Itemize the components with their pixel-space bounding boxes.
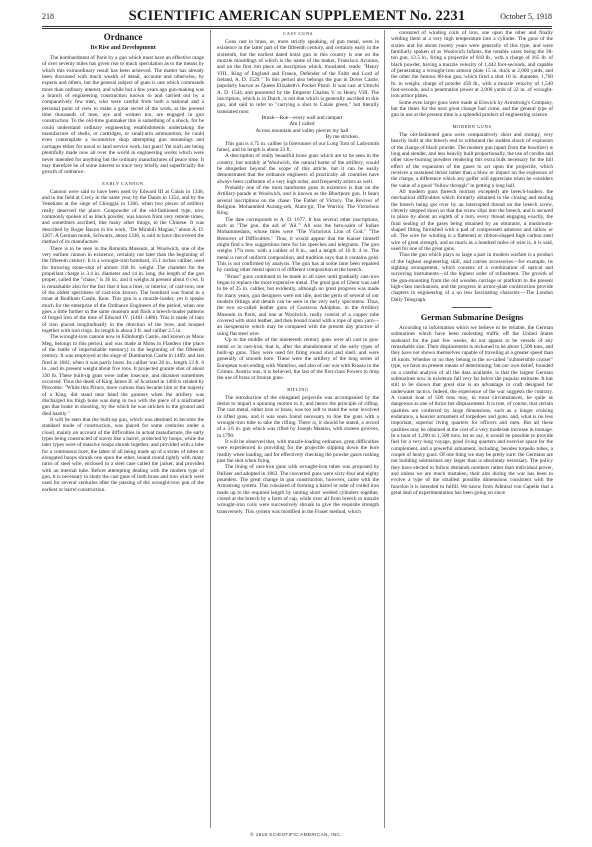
paragraph: The old-fashioned guns were comparatively short and stumpy, very heavily built at the breech end to withstand the sudden shock of explosion of the charge of black powder. The modern gun (apart from the howitzer) is long and slender, and less heavily built proportionally, the use of cordite and other slow-burning powders rendering this extra bulk necessary for the full effect of the expansion of the gases to act upon the projectile, which receives a sustained thrust rather than a blow or impact on the explosion of the charge, a difference which any golfer will appreciate when he considers the value of a good "follow through" in getting a long ball. <box>391 131 553 189</box>
column-2 <box>210 30 379 828</box>
section-heading-rifling: RIFLING <box>287 386 309 392</box>
paragraph: There is to be seen in the Rotunda Museum, at Woolwich, one of the very earliest cannon in existence, certainly not later than the beginning of the fifteenth century. It is a wrought-iron bombard, 15.1 inches caliber, used for throwing stone-shot of almost 160 lb. weight. The chamber for the propellant charge is 3.4 in. diameter and 14 in. long, the length of the gun proper, called the "chase," is 36 in., and it weighs at present about 6 cwt. It is remarkable also for the fact that it has a liner, or interior, of cast-iron, one of the oldest specimens of cast-iron known. The bombard was found in a moat at Bodiham Castle, Kent. This gun is a muzzle-loader, yet it speaks much for the enterprise of the Ordnance Engineers of the period, when one goes a little further in the same museum and finds a breech-loader patterns of forged iron of the time of Edward IV. (1461-1480). This is made of bars of iron placed longitudinally in the direction of the bore, and hooped together with iron rings. Its length is about 3 ft. and caliber 2.5 in. <box>42 245 204 335</box>
paragraph: Guns cast in brass, or, more strictly speaking, of gun metal, were in existence in the latter part of the fifteenth century, and certainly early in the sixteenth, but the earliest dated brass gun in this country is one on the muzzle mouldings of which is the name of the maker, Francisco Arcanus, and on the first rim piece an inscription which, translated, reads: "Henry VIII., King of England and France, Defender of the Faith and Lord of Ireland, A. D. 1529." To this period also belongs the gun in Dover Castle, popularly known as Queen Elizabeth's Pocket Pistol. It was cast at Utrecht A. D. 1544, and presented by the Emperor Charles V. to Henry VIII. The inscription, which is in Dutch, is not that which is generally ascribed to this gun, and said to refer to "carrying a shot to Calais green," but literally translated runs: <box>217 39 379 115</box>
page-number: 218 <box>42 12 54 21</box>
paragraph: The lining of cast-iron guns with wrought-iron tubes was proposed by Palliser and adopted in 1863. The converted guns were sixty-four and eighty pounders. The great change in gun construction, however, came with the Armstrong system. This consisted of forming a barrel or tube of coiled iron made up to the required length by uniting short welded cylinders together, closed at the breech by a form of cap, while over all from breech to muzzle wrought-iron coils were successively shrunk to give the requisite strength transversely. This system was modified in the Fraser method, which <box>217 464 379 515</box>
paragraph: According to information which we believe to be reliable, the German submarines which have been molesting traffic off the United States seaboard for the past few weeks, do not appear to be vessels of any remarkable size. Their displacement is reckoned to be about 1,500 tons, and they have not shown themselves capable of traveling at a greater speed than 18 knots. Whether or no they belong to the so-called "submersible cruiser" type, we have no present means of determining; but our own belief, founded on a careful analysis of all the data available, is that the largest German submarines now in existence fall very far below the popular estimate. It has still to be shown that great size is an advantage in craft designed for underwater tactics. Indeed, the experience of the war suggests the contrary. A coastal boat of 500 tons may, in most circumstances, be quite as dangerous as one of thrice her displacement. It is true, of course, that certain qualities are conferred by large dimensions, such as a longer cruising endurance, a heavier armament of torpedoes and guns, and, what is no less important, superior living quarters for officers and men. But all these qualities may be obtained at the cost of a very moderate increase in tonnage. In a boat of 1,200 to 1,500 tons, let us say, it would be possible to provide fuel for a very long voyage, good living quarters and exercise space for the complement, and a powerful armament, including, besides torpedo tubes, a couple of heavy guns. Of one thing we may be pretty sure: the Germans are not building submarines any larger than is absolutely necessary. The policy they have elected to follow demands numbers rather than individual power, and unless we are much mistaken, their aim during the war has been to evolve a type of the smallest possible dimensions consistent with the function it is intended to fulfill. We know from Admiral von Capelle that a great deal of experimentation has been going on since <box>391 325 553 497</box>
paragraph: Some even larger guns were made at Elswick by Armstrong's Company, but the times for the next great change had come, and the general type of gun in use at the present time is a splendid product of engineering science. <box>391 99 553 119</box>
paragraph: The introduction of the elongated projectile was accompanied by the desire to impart a spinning motion to it, and hence the principle of rifling. The cast metal, either iron or brass, was too soft to stand the wear involved in rifled guns, and it was soon found necessary to line the guns with a wrought-iron tube to take the rifling. There is, it should be stated, a record of a 3.6 in. gun which was rifled by Joseph Manton, with sixteen grooves, in 1790. <box>217 394 379 439</box>
paragraph: "Brass" guns continued to be made in all sizes until gradually cast-iron began to replace the more expensive metal. The great gun of Ghent was said to be of 25 in. caliber, but evidently, although no great progress was made for many years, gun designers were not idle, and the germ of several of our modern fittings and details can be seen in the very early specimens. Thus, the two so-called leather guns of Gustavus Adolphus, in the Artillery Museum in Paris, and one at Woolwich, really consist of a copper tube covered with stout leather, and then bound round with a rope of spun yarn—an inexpensive which may be compared with the present day practice of using flat steel wire. <box>217 273 379 337</box>
paragraph: This gun is 4.75 in. caliber (a forerunner of our Long Tom of Ladysmith fame), and its length is about 23 ft. <box>217 140 379 153</box>
copyright-footer: © 1918 SCIENTIFIC AMERICAN, INC. <box>250 833 342 838</box>
column-3 <box>384 30 553 828</box>
paragraph: Up to the middle of the nineteenth century guns were all cast in gun-metal or in cast-iron, that is, after the abandonment of the early types of built-up guns. They were used for firing round shot and shell, and were generally of smooth bore. These were the artillery of the long series of European wars ending with Waterloo, and also of our war with Russia in the Crimea. Austria was, it is believed, the last of the first-class Powers to drop the use of brass or bronze guns. <box>217 337 379 382</box>
paragraph: consisted of winding coils of iron, one upon the other and finally welding them at a very high temperature into a cylinder. The guns of the sixties and for about twenty years were generally of this type, and were familiarly spoken of as Woolwich Infants, the notable cases being the 38-ton gun, 12.5 in., firing a projectile of 818 lb., with a charge of 165 lb. of black powder, having a muzzle velocity of 1,442 foot-seconds, and capable of penetrating a wrought-iron armour plate 15 in. thick at 2,000 yards, and the other the famous 80-ton gun, which fired a shot 16 in. diameter, 1,700 lb. in weight, charge of powder 450 lb., with a muzzle velocity of 1,540 foot-seconds, and a penetration power at 2,000 yards of 22 in. of wrought-iron armor plates. <box>391 30 553 100</box>
section-heading-cast-guns: CAST GUNS <box>283 31 313 36</box>
article-columns <box>42 30 552 828</box>
header-rule <box>42 26 552 27</box>
column-1 <box>42 30 204 828</box>
verse-line: Across mountain and valley pierces my ball <box>255 127 349 134</box>
page-header <box>42 8 552 26</box>
header-rule-thin <box>42 28 552 29</box>
article-end-rule <box>452 307 492 308</box>
verse-line: By me stricken. <box>325 134 359 141</box>
paragraph: All modern guns (breech mortars excepted) are breech-loaders, the mechanical difficulties which formerly obtained in the closing and sealing the breech being got over by an interrupted thread on the breech screw, cleverly stepped down so that the screw slips into the breech, and is secured in place by about an eighth of a turn, every thread engaging exactly, the final sealing of the gases being obtained by an obturator, a mushroom-shaped fitting furnished with a pad of compressed asbestos and tallow or oil. The wire for winding is a flattened or ribbon-shaped high carbon steel wire of great strength, and as much as a hundred miles of wire is, it is said, used for one of the great guns. <box>391 188 553 252</box>
paragraph: Probably one of the most handsome guns in existence is that on the Artillery-parade at Woolwich, and is known as the Bhurtpore gun. It bears several inscriptions on the chase: The Father of Victory. The Reviver of Religion. Mohammed Aurang-zeb, Alam-gir, The Warrior, The Victorious King. <box>217 184 379 217</box>
verse-line: Am I called <box>289 121 315 128</box>
section-heading-early-cannon: EARLY CANNON <box>102 180 144 186</box>
publication-title: SCIENTIFIC AMERICAN SUPPLEMENT No. 2231 <box>128 8 466 24</box>
paragraph: The date corresponds to A. D. 1677. It has several other inscriptions, such as "The gun, the aid of 'Ali.'" Ali was the hero-saint of Indian Mohammedans, whose titles were "The Victorious Lion of God," "The Remover of Difficulties." Thus, it would appear that the Kaiser himself might find a few suggestions here for his speeches and telegrams. The gun weighs 17¼ tons, with a caliber of 8 in., and a length of 16 ft. 4 in. The metal is not of uniform composition, and tradition says that it contains gold. This is not confirmed by analysis. The gun has at some time been repaired by casting other metal upon it of different composition at the breech. <box>217 216 379 274</box>
verse-line: Break—Rue—every wall and rampart <box>261 115 343 122</box>
paragraph: The wrought-iron cannon now in Edinburgh Castle, and known as Mons Meg, belongs to this period, and was made at Mons in Flanders (the place of the battle of imperishable memory) in the beginning of the fifteenth century. It was employed at the siege of Dumbarton Castle in 1489, and last fired in 1682, when it was partly burst. Its caliber was 20 in., length 13 ft. 6 in., and its present weight about five tons. It projected granite shot of about 330 lb. These built-up guns were rather insecure, and disasters sometimes occurred. Thus the death of King James II. of Scotland in 1460 is related by Pitscottie: "While this Prince, more curious than became him or the majesty of a King, did stand near hand the gunners when the artillery was discharged his thigh bone was dung in two with the piece of a misframed gun that brake in shooting, by the which he was stricken to the ground and died hastily." <box>42 334 204 417</box>
paragraph: A description of really beautiful brass guns which are to be seen in the country, but notably at Woolwich, the natural home of the artillery, would be altogether beyond the scope of this article, but it can be easily demonstrated that the ordnance engineers of practically all countries have always been craftsmen of a very high order, and frequently artists as well. <box>217 153 379 185</box>
paragraph: Thus the gun which plays so large a part in modern warfare is a product of the highest engineering skill, and carries accessories—for example, its sighting arrangement, which consists of a combination of optical and surveying instruments—of the highest order of refinement. The growth of the gun-mounting from the old wooden carriage or platform to the present high-class mechanism, and the progress in armor-plate construction provide chapters in engineering of a no less fascinating character.—The London Daily Telegraph. <box>391 252 553 303</box>
paragraph: The bombardment of Paris by a gun which must have an effective range of over seventy miles has given rise to much speculation as to the means by which this extraordinary result has been achieved. The matter has already been discussed with much wealth of detail, accurate and otherwise, by experts and others, but the general subject of guns is one which commands more than ordinary interest, and while but a few years ago gun-making was a branch of engineering construction known to and carried out by a comparatively few men, who were careful from both a national and a personal point of view to make a great secret of the work, at the present time thousands of men, aye and women too, are engaged in gun construction. To the old-time gunmaker this is something of a shock, for he could understand ordinary engineering establishments undertaking the manufacture of shells, or cartridges, or small-arm ammunition; he could even contemplate a locomotive shop attempting gun mountings and carriages either for naval or land service work, but guns! Yet such are being plentifully made now all over the world in engineering works which were never intended for anything but the ordinary manufactures of peace time. It may therefore be of some interest to trace very briefly and superficially the growth of ordnance. <box>42 55 204 176</box>
section-heading-modern-guns: MODERN GUNS <box>452 123 492 129</box>
paragraph: It will be observed that, with muzzle-loading ordnance, great difficulties were experienced in providing for the projectile slipping down the bore readily when loading, and for effectively checking the powder gases rushing past the shot when firing. <box>217 438 379 464</box>
paragraph: Cannon were said to have been used by Edward III at Calais in 1346, and in the field at Crecy in the same year, by the Danes in 1354, and by the Venetians at the siege of Chioggia in 1366, when two pieces of artillery really deserved the place. Gunpowder of the old-fashioned type, now commonly spoken of as black powder, was known from very remote times, and sometimes ascribed, like many other things, to the Chinese. It was described by Roger Bacon in his work, "De Mirabili Magiae," about A. D. 1267. A German monk, Schwartz, about 1336, is said to have discovered the method of its manufacture. <box>42 188 204 246</box>
paragraph: It will be seen that the built-up gun, which was destined to become the standard mode of construction, was placed for some centuries under a cloud, mainly on account of the difficulties in actual manufacture, the early types being constructed of staves like a barrel, protected by hoops, while the later types were of massive hoops shrunk together, and provided with a tube for a continuous bore, the latest of all being made up of a series of tubes or elongated hoops shrunk one upon the other, bound round tightly with many turns of steel wire, enclosed in a steel case called the jacket, and provided with an internal tube. Before attempting dealing with the modern type of gun, it is necessary to study the cast guns of both brass and iron which were used for several centuries after the passing of the wrought-iron gun of the earliest or barrel construction. <box>42 416 204 493</box>
article-title: Ordnance <box>103 32 143 42</box>
issue-date: October 5, 1918 <box>500 12 552 21</box>
article2-title: German Submarine Designs <box>420 312 524 323</box>
article-subtitle: Its Rise and Development <box>90 45 156 51</box>
